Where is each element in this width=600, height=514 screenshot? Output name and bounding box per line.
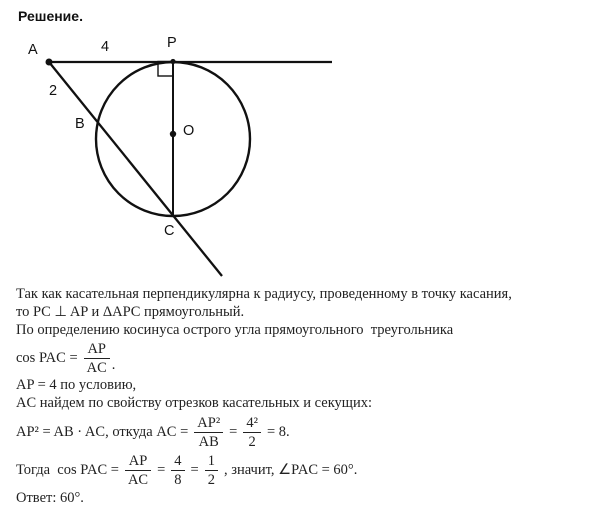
formula-cos-definition	[16, 340, 591, 376]
label-point-a: A	[28, 42, 38, 58]
solution-line-tangent-property: Так как касательная перпендикулярна к радиусу, проведенному в точку касания,	[16, 286, 512, 302]
label-length-ap: 4	[101, 39, 110, 55]
secant-line	[49, 62, 222, 276]
formula-result: = 8.	[266, 424, 290, 440]
label-point-c: C	[164, 223, 175, 239]
fraction-16-2: $\frac{\text{4²}}{2}$	[243, 415, 261, 450]
fraction-ap2-ab: $\frac{\text{AP²}}{AB}$	[194, 415, 223, 450]
solution-line-ap-given: AP = 4 по условию,	[16, 377, 137, 393]
point-p-dot	[170, 59, 175, 64]
fraction-ap-ac: $\frac{AP}{AC}$	[84, 341, 110, 376]
formula-final-cos	[16, 452, 591, 488]
answer-line: Ответ: 60°.	[16, 490, 84, 506]
fraction-4-8: $\frac{4}{8}$	[171, 453, 184, 488]
solution-line-perpendicular: то PC ⊥ AP и ΔAPC прямоугольный.	[16, 304, 245, 320]
formula-period: .	[111, 357, 116, 373]
equals-sign: =	[229, 424, 238, 440]
formula-prefix: AP² = AB · AC, откуда AC =	[16, 424, 189, 440]
solution-heading: Решение.	[18, 8, 83, 24]
point-o-dot	[170, 131, 176, 137]
solution-text	[16, 285, 591, 507]
solution-line-secant-property: AC найдем по свойству отрезков касательных и секущих:	[16, 395, 373, 411]
label-point-p: P	[167, 35, 177, 51]
equals-sign: =	[190, 462, 199, 478]
formula-conclusion: , значит, ∠PAC = 60°.	[223, 462, 358, 478]
label-point-o: O	[183, 123, 195, 139]
fraction-ap-ac: $\frac{AP}{AC}$	[125, 453, 151, 488]
solution-line-cos-definition: По определению косинуса острого угла прямоугольного треугольника	[16, 322, 454, 338]
point-a-dot	[46, 59, 53, 66]
label-length-ab: 2	[49, 83, 58, 99]
label-point-b: B	[75, 116, 85, 132]
formula-prefix: Тогда cos PAC =	[16, 462, 119, 478]
equals-sign: =	[157, 462, 166, 478]
fraction-1-2: $\frac{1}{2}$	[205, 453, 218, 488]
formula-prefix: cos PAC =	[16, 350, 78, 366]
formula-power-of-point	[16, 414, 591, 450]
